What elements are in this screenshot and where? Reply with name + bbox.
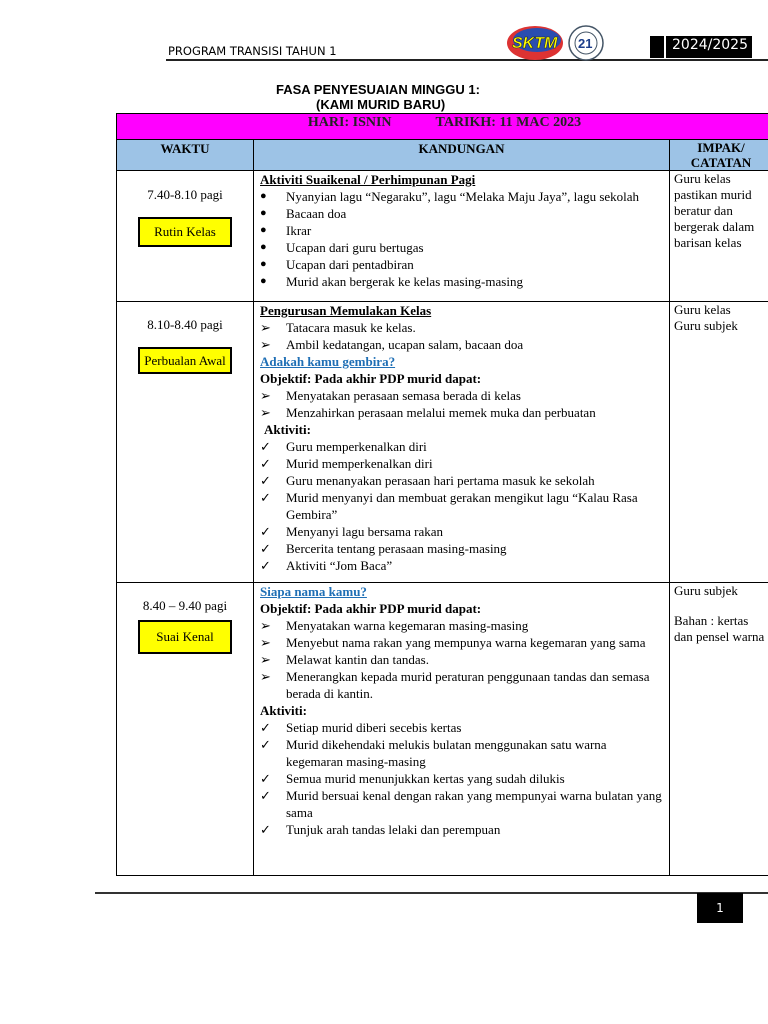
bullet-icon: ● bbox=[260, 241, 267, 253]
list-item-text: Ucapan dari pentadbiran bbox=[286, 257, 414, 272]
day-row bbox=[117, 114, 768, 140]
list-item bbox=[260, 719, 665, 736]
page-title: FASA PENYESUAIAN MINGGU 1: bbox=[276, 82, 480, 97]
list-item bbox=[260, 256, 665, 273]
check-icon: ✓ bbox=[260, 771, 271, 786]
list-item bbox=[260, 455, 665, 472]
list-item-text: Menyebut nama rakan yang mempunya warna kegemaran yang sama bbox=[286, 635, 646, 650]
check-icon: ✓ bbox=[260, 439, 271, 454]
arrow-icon: ➢ bbox=[260, 635, 271, 650]
bullet-icon: ● bbox=[260, 275, 267, 287]
check-icon: ✓ bbox=[260, 490, 271, 505]
table-row bbox=[117, 171, 768, 302]
topic-link[interactable]: Adakah kamu gembira? bbox=[260, 354, 396, 369]
col-waktu: WAKTU bbox=[117, 140, 254, 171]
list-item-text: Menerangkan kepada murid peraturan penggunaan tandas dan semasa berada di kantin. bbox=[286, 669, 650, 701]
list-item-text: Murid akan bergerak ke kelas masing-masing bbox=[286, 274, 523, 289]
list-item-text: Murid dikehendaki melukis bulatan menggunakan satu warna kegemaran masing-masing bbox=[286, 737, 607, 769]
impak-note: Guru subjek bbox=[674, 583, 738, 598]
sktm-logo bbox=[506, 24, 564, 62]
list-item-text: Melawat kantin dan tandas. bbox=[286, 652, 429, 667]
list-item bbox=[260, 205, 665, 222]
section-heading: Aktiviti Suaikenal / Perhimpunan Pagi bbox=[260, 172, 476, 187]
list-item bbox=[260, 222, 665, 239]
list-item bbox=[260, 770, 665, 787]
arrow-icon: ➢ bbox=[260, 405, 271, 420]
check-icon: ✓ bbox=[260, 558, 271, 573]
list-item-text: Tunjuk arah tandas lelaki dan perempuan bbox=[286, 822, 501, 837]
list-item-text: Menyanyi lagu bersama rakan bbox=[286, 524, 444, 539]
list-item bbox=[260, 523, 665, 540]
svg-text:SKTM: SKTM bbox=[512, 35, 558, 52]
table-row bbox=[117, 302, 768, 583]
list-item bbox=[260, 821, 665, 838]
list-item-text: Aktiviti “Jom Baca” bbox=[286, 558, 393, 573]
year-badge bbox=[650, 36, 752, 58]
list-item bbox=[260, 319, 665, 336]
list-item bbox=[260, 472, 665, 489]
schedule-table bbox=[116, 113, 768, 876]
bullet-icon: ● bbox=[260, 190, 267, 202]
bullet-icon: ● bbox=[260, 224, 267, 236]
list-item-text: Murid memperkenalkan diri bbox=[286, 456, 433, 471]
list-item bbox=[260, 668, 665, 702]
list-item-text: Murid menyanyi dan membuat gerakan mengikut lagu “Kalau Rasa Gembira” bbox=[286, 490, 638, 522]
list-item-text: Ikrar bbox=[286, 223, 312, 238]
table-row bbox=[117, 583, 768, 876]
list-item bbox=[260, 787, 665, 821]
session-label: Rutin Kelas bbox=[138, 217, 232, 247]
list-item-text: Setiap murid diberi secebis kertas bbox=[286, 720, 462, 735]
arrow-icon: ➢ bbox=[260, 669, 271, 684]
check-icon: ✓ bbox=[260, 822, 271, 837]
session-label: Perbualan Awal bbox=[144, 353, 226, 368]
list-item-text: Tatacara masuk ke kelas. bbox=[286, 320, 416, 335]
impak-note: Guru kelas bbox=[674, 302, 731, 317]
objective-label: Objektif: Pada akhir PDP murid dapat: bbox=[260, 601, 482, 616]
school-seal-logo bbox=[568, 25, 604, 61]
list-item-text: Guru memperkenalkan diri bbox=[286, 439, 427, 454]
arrow-icon: ➢ bbox=[260, 337, 271, 352]
svg-text:21: 21 bbox=[578, 36, 593, 51]
impak-note: Guru kelas pastikan murid beratur dan bergerak dalam barisan kelas bbox=[670, 171, 768, 302]
impak-note: Guru subjek bbox=[674, 318, 738, 333]
list-item bbox=[260, 336, 665, 353]
check-icon: ✓ bbox=[260, 473, 271, 488]
list-item bbox=[260, 239, 665, 256]
list-item-text: Menyatakan warna kegemaran masing-masing bbox=[286, 618, 529, 633]
list-item bbox=[260, 387, 665, 404]
list-item bbox=[260, 557, 665, 574]
arrow-icon: ➢ bbox=[260, 388, 271, 403]
header-divider bbox=[166, 59, 768, 61]
col-kandungan: KANDUNGAN bbox=[254, 140, 670, 171]
list-item-text: Ucapan dari guru bertugas bbox=[286, 240, 424, 255]
check-icon: ✓ bbox=[260, 788, 271, 803]
check-icon: ✓ bbox=[260, 456, 271, 471]
arrow-icon: ➢ bbox=[260, 320, 271, 335]
bullet-icon: ● bbox=[260, 258, 267, 270]
list-item-text: Semua murid menunjukkan kertas yang sudah dilukis bbox=[286, 771, 565, 786]
list-item bbox=[260, 273, 665, 290]
list-item bbox=[260, 188, 665, 205]
check-icon: ✓ bbox=[260, 737, 271, 752]
year-text: 2024/2025 bbox=[664, 36, 752, 58]
arrow-icon: ➢ bbox=[260, 652, 271, 667]
list-item bbox=[260, 404, 665, 421]
check-icon: ✓ bbox=[260, 541, 271, 556]
session-label: Suai Kenal bbox=[138, 620, 232, 654]
list-item-text: Guru menanyakan perasaan hari pertama masuk ke sekolah bbox=[286, 473, 595, 488]
list-item bbox=[260, 438, 665, 455]
check-icon: ✓ bbox=[260, 720, 271, 735]
list-item bbox=[260, 489, 665, 523]
list-item bbox=[260, 617, 665, 634]
list-item bbox=[260, 651, 665, 668]
list-item-text: Ambil kedatangan, ucapan salam, bacaan doa bbox=[286, 337, 524, 352]
list-item-text: Nyanyian lagu “Negaraku”, lagu “Melaka Maju Jaya”, lagu sekolah bbox=[286, 189, 640, 204]
list-item-text: Bercerita tentang perasaan masing-masing bbox=[286, 541, 507, 556]
impak-note: Bahan : kertas dan pensel warna bbox=[674, 613, 765, 644]
time-label: 7.40-8.10 pagi bbox=[147, 187, 223, 202]
list-item-text: Bacaan doa bbox=[286, 206, 347, 221]
date-label: TARIKH: 11 MAC 2023 bbox=[435, 115, 582, 130]
page-subtitle: (KAMI MURID BARU) bbox=[316, 97, 446, 112]
activity-label: Aktiviti: bbox=[264, 422, 311, 437]
objective-label: Objektif: Pada akhir PDP murid dapat: bbox=[260, 371, 482, 386]
list-item bbox=[260, 634, 665, 651]
bullet-icon: ● bbox=[260, 207, 267, 219]
program-title: PROGRAM TRANSISI TAHUN 1 bbox=[168, 44, 337, 58]
check-icon: ✓ bbox=[260, 524, 271, 539]
activity-label: Aktiviti: bbox=[260, 703, 307, 718]
footer-divider bbox=[95, 892, 768, 894]
topic-link[interactable]: Siapa nama kamu? bbox=[260, 584, 367, 599]
time-label: 8.10-8.40 pagi bbox=[147, 317, 223, 332]
list-item bbox=[260, 540, 665, 557]
list-item bbox=[260, 736, 665, 770]
page-number: 1 bbox=[697, 893, 743, 923]
list-item-text: Menyatakan perasaan semasa berada di kelas bbox=[286, 388, 521, 403]
col-impak: IMPAK/ CATATAN bbox=[670, 140, 768, 171]
header-row bbox=[117, 140, 768, 171]
section-heading: Pengurusan Memulakan Kelas bbox=[260, 303, 432, 318]
arrow-icon: ➢ bbox=[260, 618, 271, 633]
time-label: 8.40 – 9.40 pagi bbox=[142, 598, 228, 613]
list-item-text: Menzahirkan perasaan melalui memek muka dan perbuatan bbox=[286, 405, 596, 420]
list-item-text: Murid bersuai kenal dengan rakan yang mempunyai warna bulatan yang sama bbox=[286, 788, 662, 820]
day-label: HARI: ISNIN bbox=[307, 115, 392, 130]
